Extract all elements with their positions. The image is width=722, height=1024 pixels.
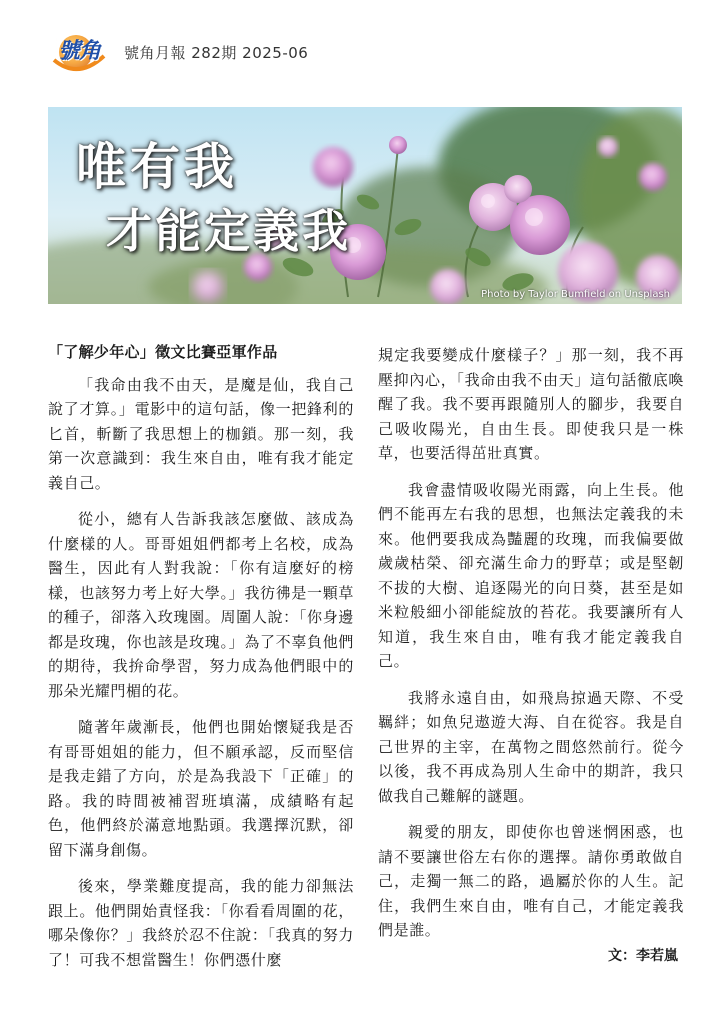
author-byline: 文：李若嵐 xyxy=(608,948,678,964)
paragraph: 後來，學業難度提高，我的能力卻無法跟上。他們開始責怪我：「你看看周圍的花，哪朵像你？」我終於忍不住說：「我真的努力了！可我不想當醫生！你們憑什麼 xyxy=(48,877,354,969)
paragraph: 隨著年歲漸長，他們也開始懷疑我是否有哥哥姐姐的能力，但不願承認，反而堅信是我走錯了方向，於是為我設下「正確」的路。我的時間被補習班填滿，成績略有起色，他們終於滿意地點頭。我選擇沉默，卻留下滿身創傷。 xyxy=(48,718,354,859)
article-column-right xyxy=(378,343,684,955)
paragraph: 「我命由我不由天，是魔是仙，我自己說了才算。」電影中的這句話，像一把鋒利的匕首，斬斷了我思想上的枷鎖。那一刻，我第一次意識到：我生來自由，唯有我才能定義自己。 xyxy=(48,375,354,492)
paragraph: 我將永遠自由，如飛鳥掠過天際、不受羈絆；如魚兒遨遊大海、自在從容。我是自己世界的主宰，在萬物之間悠然前行。從今以後，我不再成為別人生命中的期許，我只做我自己難解的謎題。 xyxy=(378,688,684,805)
photo-credit: Photo by Taylor Bumfield on Unsplash xyxy=(481,289,670,300)
banner-image xyxy=(48,107,682,304)
masthead xyxy=(48,22,348,78)
banner-title-line2: 才能定義我 xyxy=(106,204,351,258)
paragraph: 從小，總有人告訴我該怎麼做、該成為什麼樣的人。哥哥姐姐們都考上名校，成為醫生，因此有人對我說：「你有這麼好的榜樣，也該努力考上好大學。」我彷彿是一顆草的種子，卻落入玫瑰園。周圍人說：「你身邊都是玫瑰，你也該是玫瑰。」為了不辜負他們的期待，我拚命學習，努力成為他們眼中的那朵光耀門楣的花。 xyxy=(48,510,354,700)
issue-info: 號角月報 282期 2025-06 xyxy=(124,44,309,62)
paragraph: 親愛的朋友，即使你也曾迷惘困惑，也請不要讓世俗左右你的選擇。請你勇敢做自己，走獨一無二的路，過屬於你的人生。記住，我們生來自由，唯有自己，才能定義我們是誰。 xyxy=(378,823,684,939)
banner-title-line1: 唯有我 xyxy=(76,138,238,196)
paragraph: 我會盡情吸收陽光雨露，向上生長。他們不能再左右我的思想，也無法定義我的未來。他們要我成為豔麗的玫瑰，而我偏要做歲歲枯榮、卻充滿生命力的野草；或是堅韌不拔的大樹、追逐陽光的向日葵，甚至是如米粒般細小卻能綻放的苔花。我要讓所有人知道，我生來自由，唯有我才能定義我自己。 xyxy=(378,480,684,670)
logo xyxy=(48,22,110,78)
logo-text: 號角 xyxy=(58,38,101,64)
article-column-left xyxy=(48,340,354,984)
article-subheading: 「了解少年心」徵文比賽亞軍作品 xyxy=(48,343,278,361)
paragraph: 規定我要變成什麼樣子？」那一刻，我不再壓抑內心，「我命由我不由天」這句話徹底喚醒了我。我不要再跟隨別人的腳步，我要自己吸收陽光，自由生長。即使我只是一株草，也要活得茁壯真實。 xyxy=(378,346,684,462)
